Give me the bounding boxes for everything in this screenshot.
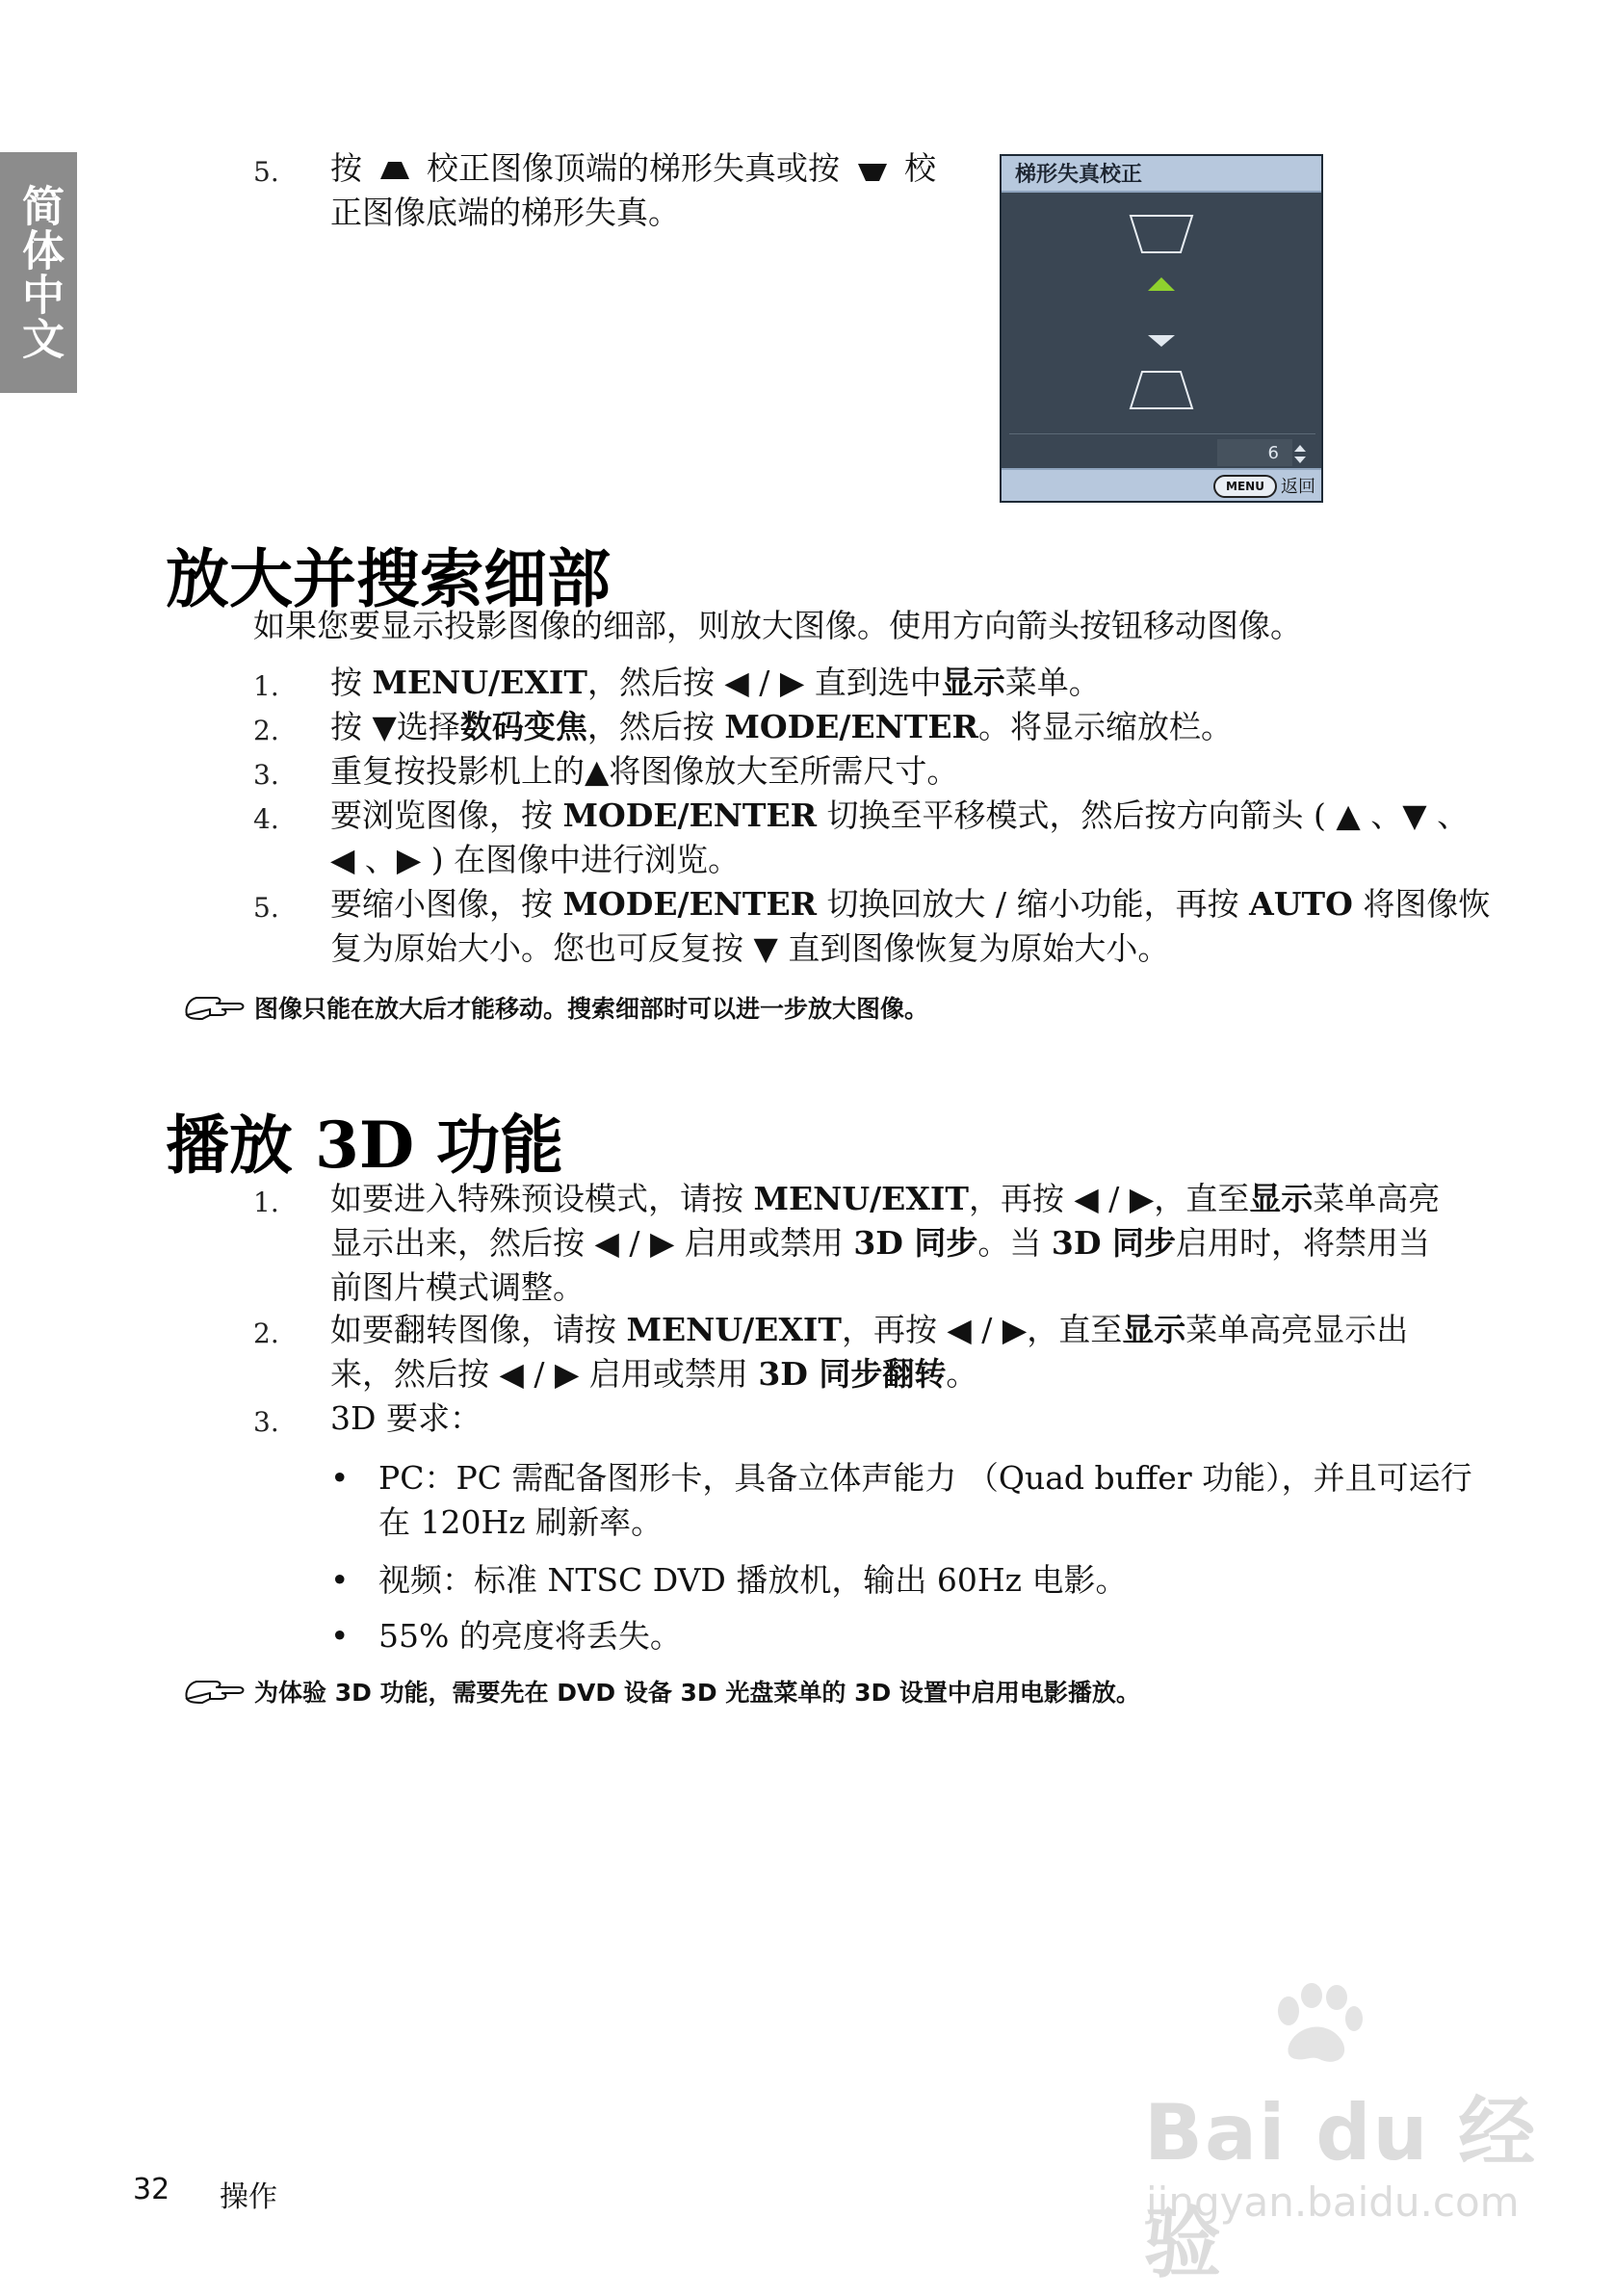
bullet-item-line2: 在 120Hz 刷新率。 xyxy=(378,1503,664,1541)
note-hand-icon xyxy=(183,1676,250,1705)
bullet-item: 55% 的亮度将丢失。 xyxy=(378,1617,682,1655)
note-text: 图像只能在放大后才能移动。搜索细部时可以进一步放大图像。 xyxy=(254,995,929,1023)
note-text: 为体验 3D 功能，需要先在 DVD 设备 3D 光盘菜单的 3D 设置中启用电影播放。 xyxy=(254,1679,1140,1707)
keystone-osd-panel xyxy=(1000,154,1323,503)
trapezoid-bottom-icon xyxy=(1131,372,1192,408)
osd-back-label: 返回 xyxy=(1281,477,1315,497)
baidu-paw-logo-icon xyxy=(1267,1982,1364,2069)
footer-section: 操作 xyxy=(220,2180,277,2214)
trapezoid-top-icon xyxy=(1131,216,1192,252)
bullet-icon: • xyxy=(330,1459,350,1497)
list-number: 5. xyxy=(253,892,279,924)
bullet-icon: • xyxy=(330,1561,350,1599)
list-item-line2: ◀ 、▶ ) 在图像中进行浏览。 xyxy=(330,841,741,878)
list-number: 2. xyxy=(253,715,279,746)
keystone-up-icon xyxy=(378,160,411,181)
list-item-line2: 显示出来，然后按 ◀ / ▶ 启用或禁用 3D 同步。当 3D 同步启用时，将禁用当 xyxy=(330,1224,1430,1262)
arrow-up-icon xyxy=(1148,277,1175,291)
list-item: 按 MENU/EXIT，然后按 ◀ / ▶ 直到选中显示菜单。 xyxy=(330,664,1101,701)
osd-divider xyxy=(1009,433,1315,434)
osd-value-field[interactable] xyxy=(1217,439,1292,466)
list-number: 1. xyxy=(253,670,279,702)
updown-stepper-icon[interactable] xyxy=(1292,443,1308,466)
step-text: 按 校正图像顶端的梯形失真或按 校 xyxy=(330,149,936,187)
watermark-logo: Bai du 经验 xyxy=(1144,2088,1538,2288)
note-hand-icon xyxy=(183,992,250,1021)
keystone-diagram xyxy=(1002,195,1321,435)
section-intro: 如果您要显示投影图像的细部，则放大图像。使用方向箭头按钮移动图像。 xyxy=(253,607,1302,644)
watermark-url: jingyan.baidu.com xyxy=(1146,2179,1520,2226)
osd-title: 梯形失真校正 xyxy=(1002,156,1321,193)
list-number: 2. xyxy=(253,1318,279,1349)
step-number: 5. xyxy=(253,156,279,188)
osd-value: 6 xyxy=(1267,443,1279,463)
list-item: 3D 要求： xyxy=(330,1399,482,1437)
list-number: 1. xyxy=(253,1187,279,1218)
list-item-line2: 来，然后按 ◀ / ▶ 启用或禁用 3D 同步翻转。 xyxy=(330,1355,978,1393)
menu-button-icon[interactable]: MENU xyxy=(1213,475,1277,498)
keystone-down-icon xyxy=(856,162,889,183)
list-item: 要缩小图像，按 MODE/ENTER 切换回放大 / 缩小功能，再按 AUTO 将图像恢 xyxy=(330,885,1491,923)
bullet-icon: • xyxy=(330,1617,350,1655)
bullet-item: 视频：标准 NTSC DVD 播放机，输出 60Hz 电影。 xyxy=(378,1561,1128,1599)
list-item-line2: 复为原始大小。您也可反复按 ▼ 直到图像恢复为原始大小。 xyxy=(330,929,1170,967)
osd-footer xyxy=(1002,468,1321,501)
page-number: 32 xyxy=(133,2173,170,2206)
language-tab: 简体中文 xyxy=(0,152,77,393)
step-text-line2: 正图像底端的梯形失真。 xyxy=(330,194,680,231)
section-title: 放大并搜索细部 xyxy=(166,541,611,616)
list-item: 如要翻转图像，请按 MENU/EXIT，再按 ◀ / ▶，直至显示菜单高亮显示出 xyxy=(330,1311,1409,1348)
section-title: 播放 3D 功能 xyxy=(166,1108,564,1183)
arrow-down-icon xyxy=(1148,335,1175,347)
list-number: 3. xyxy=(253,759,279,791)
list-item: 要浏览图像，按 MODE/ENTER 切换至平移模式，然后按方向箭头 ( ▲ 、▼ 、 xyxy=(330,796,1470,834)
list-number: 4. xyxy=(253,803,279,835)
bullet-item: PC：PC 需配备图形卡，具备立体声能力 （Quad buffer 功能），并且可运行 xyxy=(378,1459,1472,1497)
list-item-line3: 前图片模式调整。 xyxy=(330,1268,585,1306)
list-item: 如要进入特殊预设模式，请按 MENU/EXIT，再按 ◀ / ▶，直至显示菜单高亮 xyxy=(330,1180,1441,1217)
list-item: 按 ▼选择数码变焦，然后按 MODE/ENTER。将显示缩放栏。 xyxy=(330,708,1233,745)
list-number: 3. xyxy=(253,1406,279,1438)
list-item: 重复按投影机上的▲将图像放大至所需尺寸。 xyxy=(330,752,959,790)
